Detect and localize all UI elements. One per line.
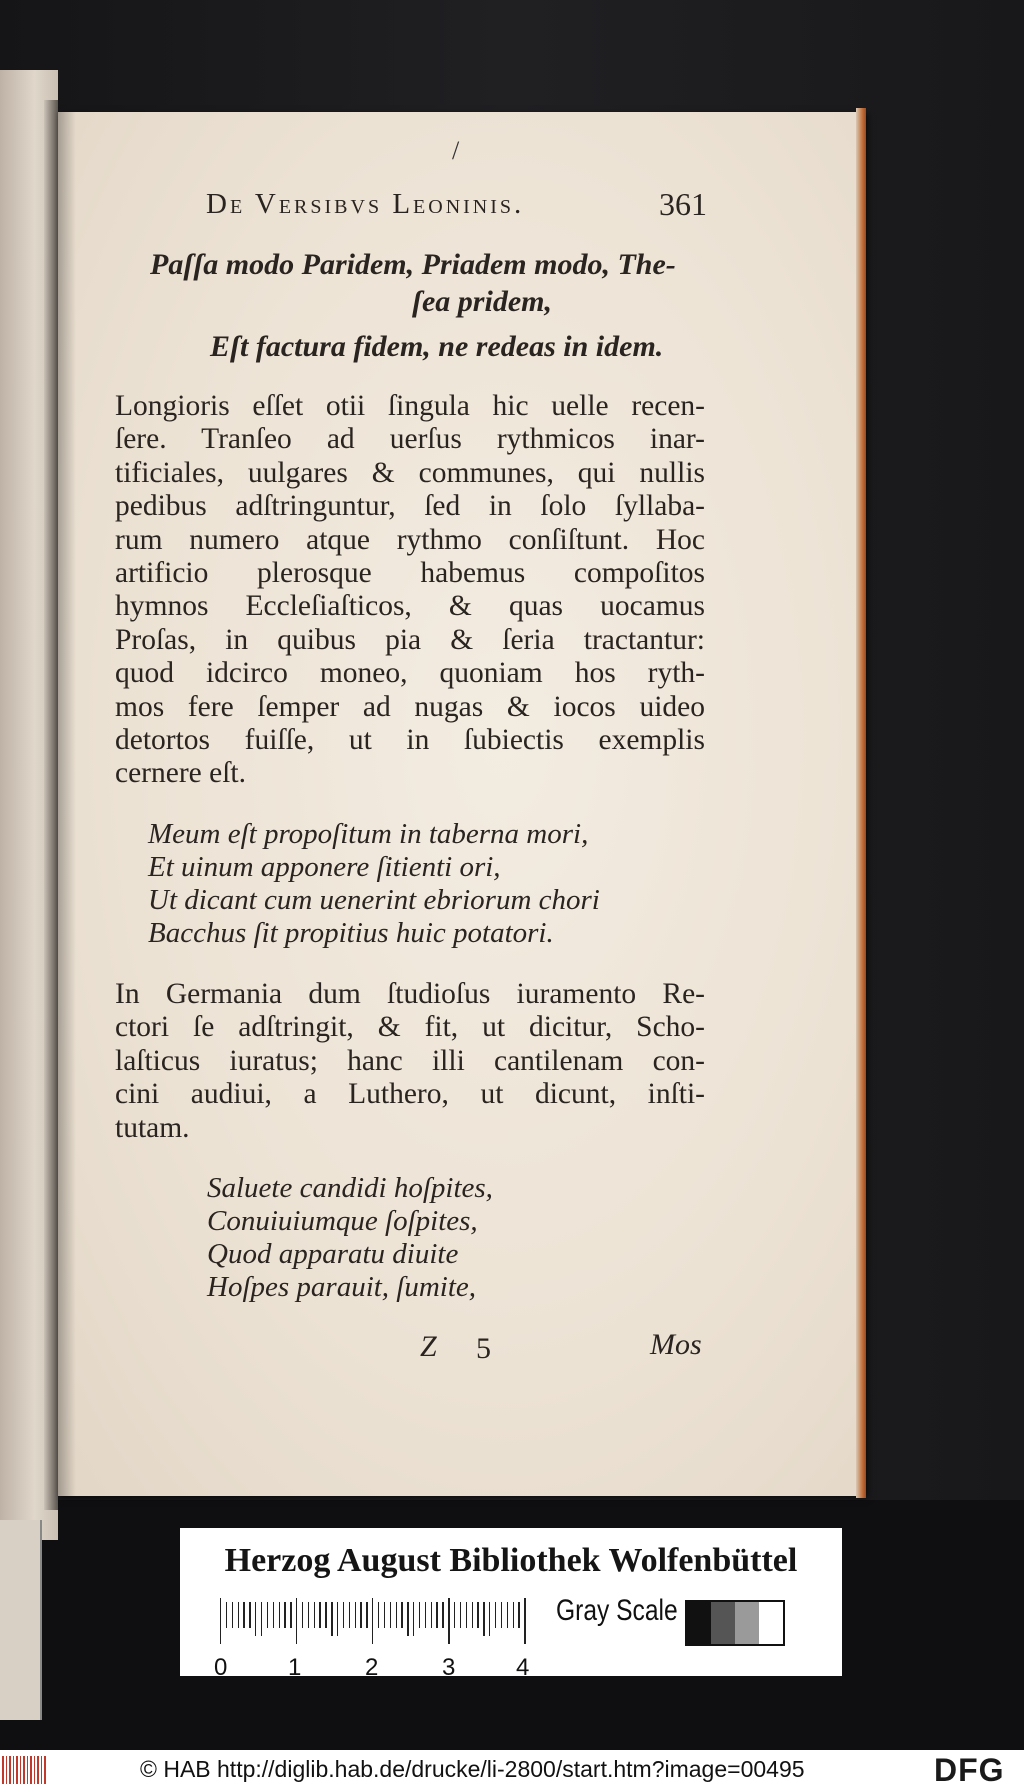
catchword: Mos (650, 1328, 702, 1361)
ruler-tick (343, 1602, 344, 1628)
ruler-tick (319, 1602, 320, 1628)
ruler-tick (472, 1602, 473, 1628)
verse-line: Eſt factura fidem, ne redeas in idem. (210, 330, 664, 363)
text-line: mos fere ſemper ad nugas & iocos uideo (115, 690, 705, 723)
verse-line: Conuiuiumque ſoſpites, (207, 1205, 478, 1237)
ruler-tick (296, 1598, 297, 1644)
text-line: hymnos Eccleſiaſticos, & quas uocamus (115, 590, 705, 623)
ruler-tick (261, 1602, 262, 1636)
ruler-tick (442, 1602, 443, 1628)
verse-line: Hoſpes parauit, ſumite, (207, 1271, 477, 1303)
text-line: In Germania dum ſtudioſus iuramento Re- (115, 978, 705, 1010)
footer-bar (0, 1750, 1024, 1789)
ink-mark: / (452, 136, 460, 165)
text-line: pedibus adſtringuntur, ſed in ſolo ſyllaba- (115, 490, 705, 523)
ruler-tick (407, 1602, 408, 1636)
verse-line: Et uinum apponere ſitienti ori, (148, 851, 501, 883)
gray-scale-label: Gray Scale (556, 1594, 678, 1627)
text-line: tificiales, uulgares & communes, qui nullis (115, 456, 705, 489)
ruler-tick (384, 1602, 385, 1628)
ruler-tick (460, 1602, 461, 1628)
ruler-tick (507, 1602, 508, 1628)
page-number: 361 (659, 186, 707, 222)
ruler-number: 0 (214, 1654, 228, 1681)
ruler-tick (243, 1602, 244, 1628)
ruler-tick (279, 1602, 280, 1628)
ruler-tick (331, 1602, 332, 1636)
ruler-tick (360, 1602, 361, 1628)
ruler-tick (436, 1602, 437, 1628)
ruler-tick (401, 1602, 402, 1628)
ruler-tick (355, 1602, 356, 1628)
ruler-number: 1 (288, 1654, 302, 1681)
text-line: artificio plerosque habemus compoſitos (115, 557, 705, 590)
ruler-tick (220, 1598, 221, 1644)
ruler-tick (518, 1602, 519, 1628)
ruler-tick (431, 1602, 432, 1628)
verse-line: ſea pridem, (412, 285, 552, 318)
verse-line: Paſſa modo Paridem, Priadem modo, The- (150, 248, 676, 281)
ruler-tick (325, 1602, 326, 1628)
ruler-tick (308, 1602, 309, 1628)
text-line: Longioris eſſet otii ſingula hic uelle recen- (115, 390, 705, 422)
ruler-tick (302, 1602, 303, 1628)
text-line: laſticus iuratus; hanc illi cantilenam con- (115, 1044, 705, 1077)
ruler-tick (454, 1602, 455, 1628)
gray-scale-swatches (685, 1600, 785, 1646)
ruler-tick (501, 1602, 502, 1628)
running-header: De Versibvs Leoninis. (206, 188, 525, 220)
ruler-tick (425, 1602, 426, 1628)
ruler-tick (483, 1602, 484, 1636)
ruler-tick (255, 1602, 256, 1636)
ruler-tick (419, 1602, 420, 1628)
gray-swatch (711, 1602, 735, 1644)
ruler-tick (267, 1602, 268, 1628)
signature-mark-letter: Z (420, 1330, 437, 1363)
ruler-tick (232, 1602, 233, 1628)
ruler-tick (238, 1602, 239, 1628)
ruler-tick (349, 1602, 350, 1628)
gray-swatch (759, 1602, 783, 1644)
text-line: cini audiui, a Luthero, ut dicunt, inſti- (115, 1078, 705, 1111)
text-line: rum numero atque rythmo conſiſtunt. Hoc (115, 523, 705, 556)
book-spine-tab (0, 1520, 42, 1720)
color-target-card (180, 1528, 842, 1681)
paragraph-1 (115, 390, 705, 791)
gray-swatch (735, 1602, 759, 1644)
page-fore-edge (856, 108, 866, 1498)
dfg-logo: DFG (934, 1752, 1005, 1788)
ruler-tick (524, 1598, 525, 1644)
text-line: detortos fuiſſe, ut in ſubiectis exemplis (115, 724, 705, 757)
ruler-tick (390, 1602, 391, 1628)
ruler-tick (290, 1602, 291, 1628)
hab-logo-icon (2, 1756, 46, 1784)
ruler-tick (448, 1598, 449, 1644)
ruler-tick (366, 1602, 367, 1628)
ruler-tick (284, 1602, 285, 1628)
text-line: tutam. (115, 1111, 190, 1144)
ruler-tick (513, 1602, 514, 1628)
ruler-tick (249, 1602, 250, 1628)
verse-line: Quod apparatu diuite (207, 1238, 459, 1270)
ruler-tick (495, 1602, 496, 1628)
ruler-number: 2 (365, 1654, 379, 1681)
ruler-tick (378, 1602, 379, 1628)
ruler-tick (396, 1602, 397, 1628)
ruler-tick (413, 1602, 414, 1636)
signature-mark-number: 5 (476, 1332, 491, 1365)
ruler-tick (273, 1602, 274, 1628)
text-line: ctori ſe adſtringit, & fit, ut dicitur, Scho- (115, 1011, 705, 1044)
ruler-tick (489, 1602, 490, 1636)
ruler-tick (477, 1602, 478, 1628)
verse-line: Bacchus ſit propitius huic potatori. (148, 917, 554, 949)
text-line: ſere. Tranſeo ad uerſus rythmicos inar- (115, 423, 705, 456)
ruler-tick (226, 1602, 227, 1628)
ruler-tick (466, 1602, 467, 1628)
text-line: cernere eſt. (115, 757, 247, 790)
ruler-tick (314, 1602, 315, 1628)
ruler-tick (372, 1598, 373, 1644)
verse-line: Saluete candidi hoſpites, (207, 1172, 493, 1204)
gray-swatch (687, 1602, 711, 1644)
page-gutter-shadow (58, 112, 76, 1496)
verse-block-2 (148, 818, 600, 950)
verse-block-3 (207, 1172, 493, 1304)
text-line: Proſas, in quibus pia & ſeria tractantur: (115, 623, 705, 656)
ruler-number: 3 (442, 1654, 456, 1681)
verse-line: Meum eſt propoſitum in taberna mori, (148, 818, 589, 850)
gutter-shadow (44, 100, 58, 1510)
source-credit: © HAB http://diglib.hab.de/drucke/li-2800/start.htm?image=00495 (140, 1756, 805, 1782)
verse-line: Ut dicant cum uenerint ebriorum chori (148, 884, 600, 916)
paragraph-2 (115, 978, 705, 1145)
ruler-number: 4 (516, 1654, 530, 1681)
text-line: quod idcirco moneo, quoniam hos ryth- (115, 657, 705, 690)
ruler-tick (337, 1602, 338, 1636)
library-name: Herzog August Bibliothek Wolfenbüttel (224, 1542, 798, 1579)
